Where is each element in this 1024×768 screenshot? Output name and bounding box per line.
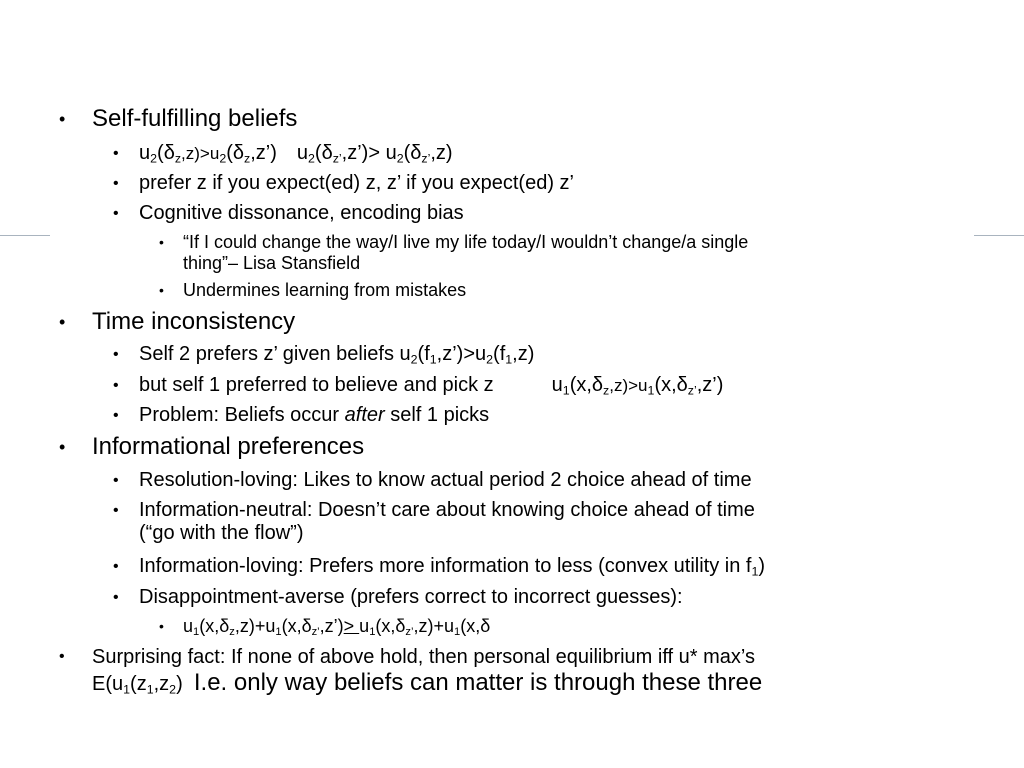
bullet-problem-beliefs: • Problem: Beliefs occur after self 1 picks bbox=[113, 404, 490, 426]
bullet-disappointment-averse: • Disappointment-averse (prefers correct to incorrect guesses): bbox=[113, 586, 683, 608]
bullet-undermines-learning: • Undermines learning from mistakes bbox=[159, 280, 467, 300]
bullet-dot: • bbox=[113, 558, 119, 575]
bullet-dot: • bbox=[59, 437, 66, 457]
bullet-dot: • bbox=[159, 282, 164, 298]
bullet-dot: • bbox=[59, 109, 66, 129]
left-divider bbox=[0, 235, 50, 236]
bullet-resolution-loving: • Resolution-loving: Likes to know actual period 2 choice ahead of time bbox=[113, 469, 752, 491]
bullet-dot: • bbox=[159, 234, 164, 250]
bullet-information-loving: • Information-loving: Prefers more information to less (convex utility in $f_1$) bbox=[113, 555, 766, 579]
bullet-self-fulfilling-beliefs: • Self-fulfilling beliefs bbox=[59, 105, 298, 132]
bullet-dot: • bbox=[59, 312, 66, 332]
bullet-time-inconsistency: • Time inconsistency bbox=[59, 308, 296, 335]
bullet-utility-inequality: • $u_2(\delta_z,z)>u_2(\delta_z,z’)$ $u_2(\delta_{z’},z’)> u_2(\delta_{z’},z)$ bbox=[113, 142, 453, 166]
bullet-dot: • bbox=[113, 589, 119, 606]
bullet-dot: • bbox=[113, 175, 119, 192]
bullet-self-2-prefers: • Self 2 prefers z’ given beliefs $u_2(f_1,z’)>u_2(f_1,z)$ bbox=[113, 343, 535, 367]
bullet-dot: • bbox=[113, 205, 119, 222]
bullet-lyric-quote: • “If I could change the way/I live my life today/I wouldn’t change/a single thing”– Lisa Stansfield bbox=[159, 232, 749, 273]
bullet-dot: • bbox=[113, 377, 119, 394]
right-divider bbox=[974, 235, 1024, 236]
bullet-dot: • bbox=[113, 407, 119, 424]
bullet-dot: • bbox=[113, 502, 119, 519]
bullet-disappointment-formula: • $u_1(x,\delta_z,z)+u_1(x,\delta_{z’},z’)> u_1(x,\delta_{z’},z)+u_1(x,\delta$ bbox=[159, 616, 491, 639]
bullet-self-1-preferred: • but self 1 preferred to believe and pick z $u_1(x,\delta_z,z)>u_1(x,\delta_{z’},z’)$ bbox=[113, 374, 724, 398]
bullet-dot: • bbox=[59, 648, 65, 665]
bullet-information-neutral: • Information-neutral: Doesn’t care about knowing choice ahead of time (“go with the flow”) bbox=[113, 499, 755, 544]
bullet-dot: • bbox=[113, 346, 119, 363]
bullet-dot: • bbox=[113, 145, 119, 162]
bullet-prefer-z: • prefer z if you expect(ed) z, z’ if you expect(ed) z’ bbox=[113, 172, 574, 194]
bullet-dot: • bbox=[113, 472, 119, 489]
bullet-surprising-fact: • Surprising fact: If none of above hold, then personal equilibrium iff u* max’s $E(u_1(z_1,z_2)$ I.e. only way beliefs can matter is through these three bbox=[59, 646, 763, 697]
bullet-cognitive-dissonance: • Cognitive dissonance, encoding bias bbox=[113, 202, 464, 224]
bullet-informational-preferences: • Informational preferences bbox=[59, 433, 365, 460]
bullet-dot: • bbox=[159, 618, 164, 634]
